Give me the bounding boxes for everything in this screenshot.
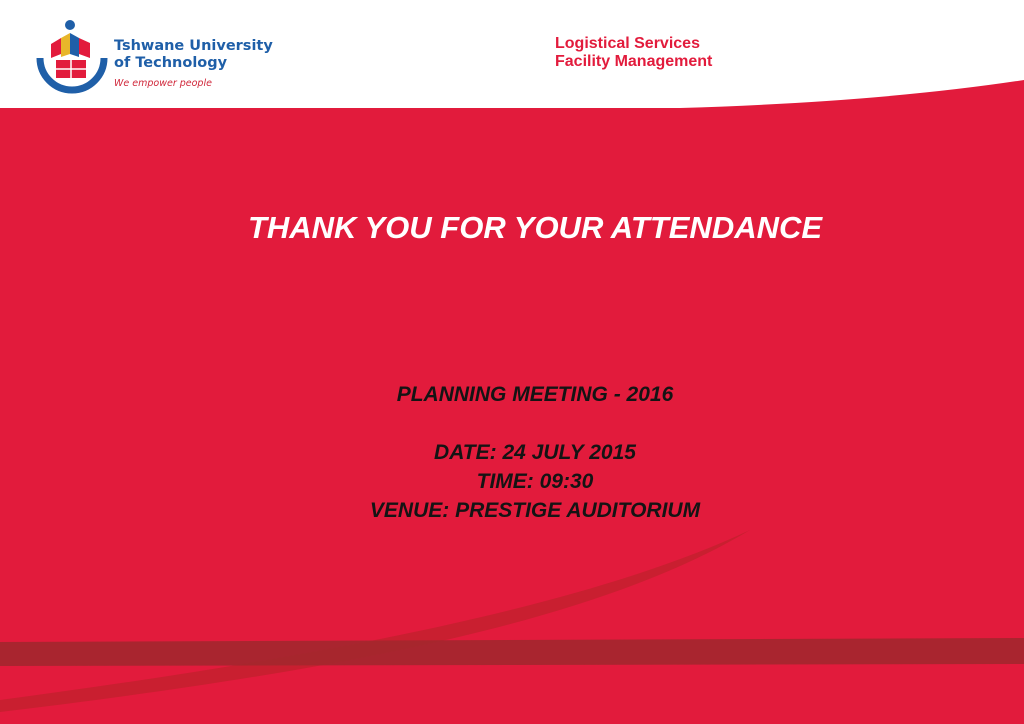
university-emblem-icon (32, 16, 110, 98)
university-name-line1: Tshwane University (114, 38, 273, 54)
university-logo (32, 16, 272, 98)
meeting-date: DATE: 24 JULY 2015 (434, 441, 636, 464)
thank-you-headline: THANK YOU FOR YOUR ATTENDANCE (247, 210, 823, 245)
university-name (114, 38, 284, 72)
meeting-time: TIME: 09:30 (476, 470, 594, 493)
university-name-line2: of Technology (114, 55, 228, 71)
department-line1: Logistical Services (555, 35, 700, 52)
meeting-venue: VENUE: PRESTIGE AUDITORIUM (369, 499, 701, 522)
university-tagline: We empower people (114, 78, 212, 89)
meeting-details (0, 380, 1024, 525)
department-heading (555, 35, 712, 71)
department-line2: Facility Management (555, 53, 713, 70)
meeting-title: PLANNING MEETING - 2016 (396, 383, 674, 406)
decorative-band (0, 638, 1024, 666)
